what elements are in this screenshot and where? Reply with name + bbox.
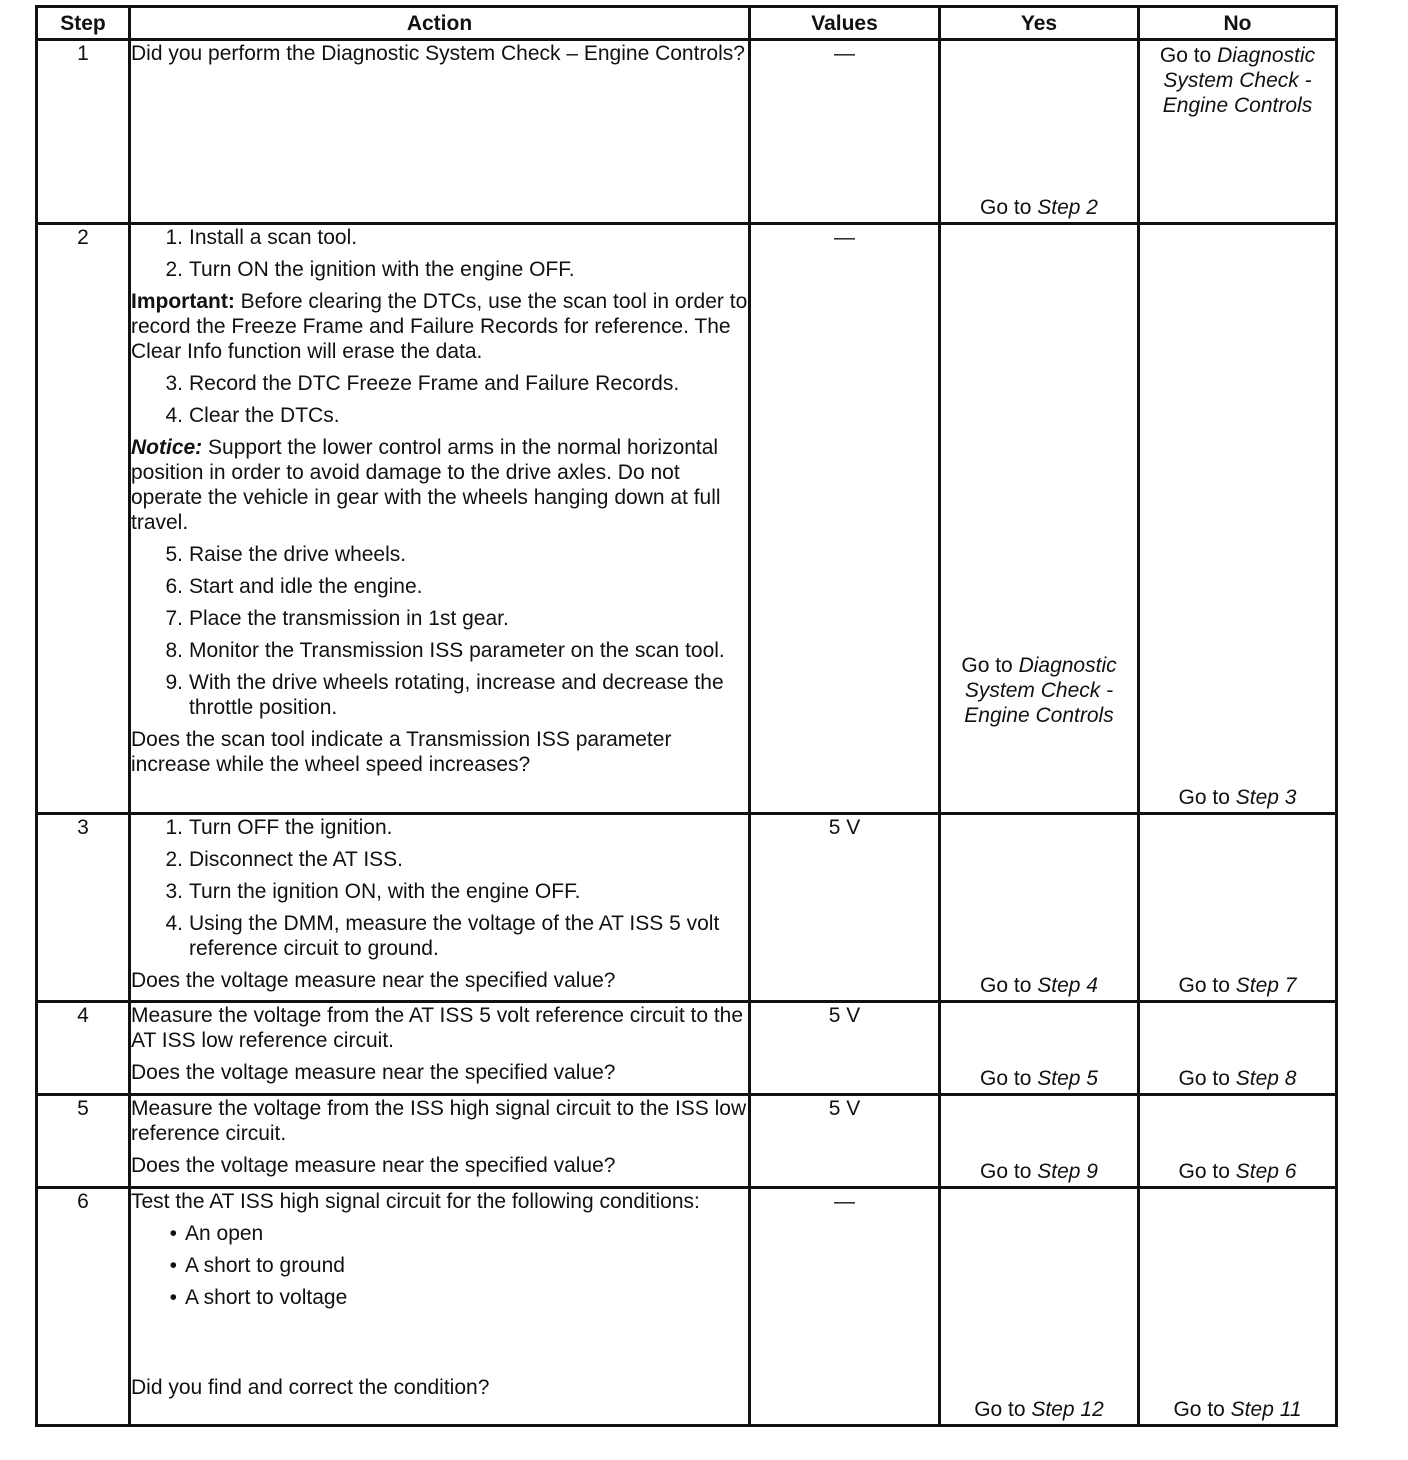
diagnostic-table [35,5,1338,1427]
yes-result[interactable]: Go to Step 5 [980,1067,1098,1090]
values-cell: — [750,224,940,814]
header-step: Step [37,7,130,40]
list-item: 8. Monitor the Transmission ISS parameter on the scan tool. [165,639,725,662]
yes-link[interactable]: Step 5 [1037,1067,1098,1090]
yes-link[interactable]: Step 9 [1037,1160,1098,1183]
list-item: 2. Turn ON the ignition with the engine OFF. [165,258,575,281]
action-question: Did you perform the Diagnostic System Check – Engine Controls? [131,42,745,65]
no-link[interactable]: Step 7 [1235,974,1297,997]
no-result[interactable]: Go to Step 7 [1178,974,1297,997]
list-item: • A short to voltage [169,1286,348,1309]
yes-cell [940,1002,1139,1095]
action-question: Does the voltage measure near the specified value? [131,1061,616,1084]
spacer [131,1317,748,1375]
notice-note: Notice: Support the lower control arms in the normal horizontal position in order to avoid damage to the drive axles. Do not operate the vehicle in gear with the wheels hanging down at full travel. [131,436,721,534]
header-action: Action [130,7,750,40]
values-cell: 5 V [750,814,940,1002]
table-row-step-5 [37,1095,1337,1188]
table-row-step-4 [37,1002,1337,1095]
yes-result[interactable]: Go to Step 9 [980,1160,1098,1183]
list-item: 5. Raise the drive wheels. [165,543,407,566]
no-cell [1139,224,1337,814]
header-values: Values [750,7,940,40]
yes-link[interactable]: Diagnostic System Check - Engine Controls [964,654,1117,727]
no-result[interactable]: Go to Step 11 [1173,1398,1302,1421]
header-no: No [1139,7,1337,40]
action-question: Does the voltage measure near the specified value? [131,1154,616,1177]
yes-link[interactable]: Step 12 [1031,1398,1104,1421]
list-item: • A short to ground [169,1254,345,1277]
table-row-step-6 [37,1188,1337,1426]
step-number: 1 [37,40,130,224]
condition-list [131,1221,748,1310]
action-text: Test the AT ISS high signal circuit for the following conditions: [131,1190,700,1213]
table-row-step-1 [37,40,1337,224]
action-text: Measure the voltage from the AT ISS 5 volt reference circuit to the AT ISS low reference circuit. [131,1004,744,1052]
numbered-steps [131,225,748,282]
no-cell [1139,814,1337,1002]
values-cell: — [750,1188,940,1426]
list-item: 1. Install a scan tool. [165,226,358,249]
action-cell [130,1188,750,1426]
step-number: 2 [37,224,130,814]
action-cell [130,814,750,1002]
values-cell: 5 V [750,1002,940,1095]
yes-result[interactable]: Go to Step 4 [980,974,1098,997]
table-row-step-3 [37,814,1337,1002]
no-result[interactable]: Go to Step 3 [1178,786,1297,809]
no-cell [1139,40,1337,224]
list-item: 4. Clear the DTCs. [165,404,340,427]
no-link[interactable]: Step 3 [1235,786,1297,809]
no-result[interactable]: Go to Diagnostic System Check - Engine Controls [1159,44,1316,117]
yes-cell [940,224,1139,814]
yes-link[interactable]: Step 2 [1037,196,1098,219]
important-note: Important: Before clearing the DTCs, use the scan tool in order to record the Freeze Frame and Failure Records for reference. The Clear Info function will erase the data. [131,290,748,363]
list-item: 1. Turn OFF the ignition. [165,816,393,839]
action-question: Does the voltage measure near the specified value? [131,969,616,992]
no-link[interactable]: Step 8 [1235,1067,1297,1090]
no-result[interactable]: Go to Step 6 [1178,1160,1297,1183]
list-item: 7. Place the transmission in 1st gear. [165,607,509,630]
yes-cell [940,40,1139,224]
action-question: Did you find and correct the condition? [131,1376,490,1399]
yes-result[interactable]: Go to Diagnostic System Check - Engine Controls [961,654,1117,727]
list-item: • An open [169,1222,264,1245]
yes-cell [940,1188,1139,1426]
values-cell: — [750,40,940,224]
no-link[interactable]: Diagnostic System Check - Engine Controls [1162,44,1316,117]
step-number: 3 [37,814,130,1002]
numbered-steps [131,371,748,428]
header-row [37,7,1337,40]
no-link[interactable]: Step 6 [1235,1160,1297,1183]
no-cell [1139,1002,1337,1095]
no-cell [1139,1095,1337,1188]
yes-result[interactable]: Go to Step 2 [980,196,1098,219]
numbered-steps [131,815,748,961]
yes-link[interactable]: Step 4 [1037,974,1098,997]
no-result[interactable]: Go to Step 8 [1178,1067,1297,1090]
header-yes: Yes [940,7,1139,40]
action-cell [130,1095,750,1188]
table-row-step-2 [37,224,1337,814]
no-link[interactable]: Step 11 [1230,1398,1302,1421]
no-cell [1139,1188,1337,1426]
list-item: 2. Disconnect the AT ISS. [165,848,403,871]
values-cell: 5 V [750,1095,940,1188]
action-question: Does the scan tool indicate a Transmission ISS parameter increase while the wheel speed increases? [131,728,672,776]
list-item: 3. Record the DTC Freeze Frame and Failure Records. [165,372,680,395]
list-item: 6. Start and idle the engine. [165,575,423,598]
list-item: 3. Turn the ignition ON, with the engine OFF. [165,880,581,903]
action-text: Measure the voltage from the ISS high signal circuit to the ISS low reference circuit. [131,1097,747,1145]
yes-cell [940,1095,1139,1188]
list-item: 4. Using the DMM, measure the voltage of the AT ISS 5 volt reference circuit to ground. [165,912,720,960]
action-cell [130,40,750,224]
numbered-steps [131,542,748,720]
list-item: 9. With the drive wheels rotating, increase and decrease the throttle position. [165,671,724,719]
yes-cell [940,814,1139,1002]
step-number: 5 [37,1095,130,1188]
action-cell [130,224,750,814]
step-number: 4 [37,1002,130,1095]
yes-result[interactable]: Go to Step 12 [974,1398,1104,1421]
action-cell [130,1002,750,1095]
step-number: 6 [37,1188,130,1426]
